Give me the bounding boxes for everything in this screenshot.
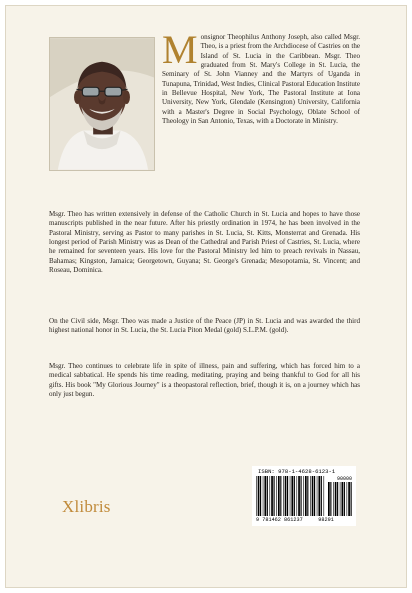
barcode-bar xyxy=(285,476,287,516)
barcode-bar xyxy=(287,476,288,516)
barcode-bar xyxy=(270,476,271,516)
barcode-bar xyxy=(330,482,331,516)
biography-paragraph: Msgr. Theo has written extensively in defense of the Catholic Church in St. Lucia and hopes to have those manuscripts published in the near future. After his priestly ordination in 1974, he has been involved in the Pastoral Ministry, serving as Pastor to many parishes in St. Lucia, St. Kitts, Monsterrat and Grenada. His longest period of Parish Ministry was as Dean of the Cathedral and Parish Priest of Castries, St. Lucia, where he remained for seventeen years. His love for the Pastoral Ministry led him to preach revivals in Nassau, Bahamas; Kingston, Jamaica; Georgetown, Guyana; St. George's Grenada; Mesopotamia, St. Vincent; and Roseau, Dominica. xyxy=(49,210,360,275)
barcode-bar xyxy=(297,476,298,516)
barcode-bar xyxy=(314,476,315,516)
barcode-bar xyxy=(333,482,334,516)
author-portrait-image xyxy=(50,38,154,170)
barcode-bar xyxy=(263,476,264,516)
barcode-bar xyxy=(294,476,295,516)
barcode-bar xyxy=(256,476,257,516)
ean-digits: 9 781462 861237 98291 xyxy=(256,517,334,523)
barcode-bar xyxy=(278,476,280,516)
intro-text: onsignor Theophilus Anthony Joseph, also called Msgr. Theo, is a priest from the Archdiocese of Castries on the Island of St. Lucia in the Caribbean. Msgr. Theo graduated from St. Mary's College in St. Lucia, the Seminary of St. John Vianney and the Martyrs of Uganda in Tunapuna, Trinidad, West Indies, Clinical Pastoral Education Institute in Bellevue Hospital, New York, The Pastoral Institute at Iona University, New York, Glendale (Kensington) University, California with a Master's Degree in Social Psychology, Oblate School of Theology in San Antonio, Texas, with a Doctorate in Ministry. xyxy=(162,33,360,126)
author-photo xyxy=(49,37,155,171)
barcode-bar xyxy=(337,482,338,516)
barcode-bar xyxy=(258,476,260,516)
barcode-bar xyxy=(340,482,341,516)
barcode-bar xyxy=(276,476,277,516)
barcode-bar xyxy=(328,482,330,516)
barcode-bar xyxy=(280,476,281,516)
barcode-bar xyxy=(305,476,307,516)
barcode-bar xyxy=(264,476,266,516)
barcode-bar xyxy=(303,476,304,516)
barcode-bar xyxy=(318,476,320,516)
barcode-bar xyxy=(271,476,273,516)
publisher-logo: Xlibris xyxy=(62,497,111,516)
drop-cap: M xyxy=(162,27,198,72)
barcode-bar xyxy=(344,482,345,516)
barcode-bar xyxy=(283,476,284,516)
barcode-bar xyxy=(312,476,314,516)
intro-paragraph xyxy=(162,27,360,126)
barcode-bar xyxy=(267,476,268,516)
barcode-bar xyxy=(317,476,318,516)
barcode-bar xyxy=(290,476,291,516)
barcode-bar xyxy=(342,482,344,516)
isbn-label: ISBN: 978-1-4628-6123-1 xyxy=(258,468,336,475)
barcode-bar xyxy=(298,476,300,516)
civil-honors-paragraph: On the Civil side, Msgr. Theo was made a Justice of the Peace (JP) in St. Lucia and was awarded the third highest national honor in St. Lucia, the St. Lucia Piton Medal (gold) S.L.P.M. (gold). xyxy=(49,317,360,335)
sabbatical-paragraph: Msgr. Theo continues to celebrate life in spite of illness, pain and suffering, which has forced him to a medical sabbatical. He spends his time reading, meditating, praying and being thankful to God for all his gifts. His book "My Glorious Journey" is a theopastoral reflection, brief, though it is, on a journey which has only just begun. xyxy=(49,362,360,399)
barcode-bar xyxy=(291,476,293,516)
barcode-bar xyxy=(335,482,337,516)
ean-barcode-bars xyxy=(256,476,326,516)
barcode-bar xyxy=(260,476,261,516)
barcode-bar xyxy=(301,476,302,516)
barcode-bar xyxy=(274,476,275,516)
barcode-bar xyxy=(307,476,308,516)
barcode-bar xyxy=(348,482,350,516)
barcode-bar xyxy=(324,476,325,516)
barcode-bar xyxy=(310,476,311,516)
addon-barcode-bars xyxy=(328,482,352,516)
barcode-bar xyxy=(347,482,348,516)
price-code: 90000 xyxy=(336,476,352,482)
barcode xyxy=(252,466,356,526)
barcode-bar xyxy=(321,476,322,516)
barcode-bar xyxy=(351,482,352,516)
